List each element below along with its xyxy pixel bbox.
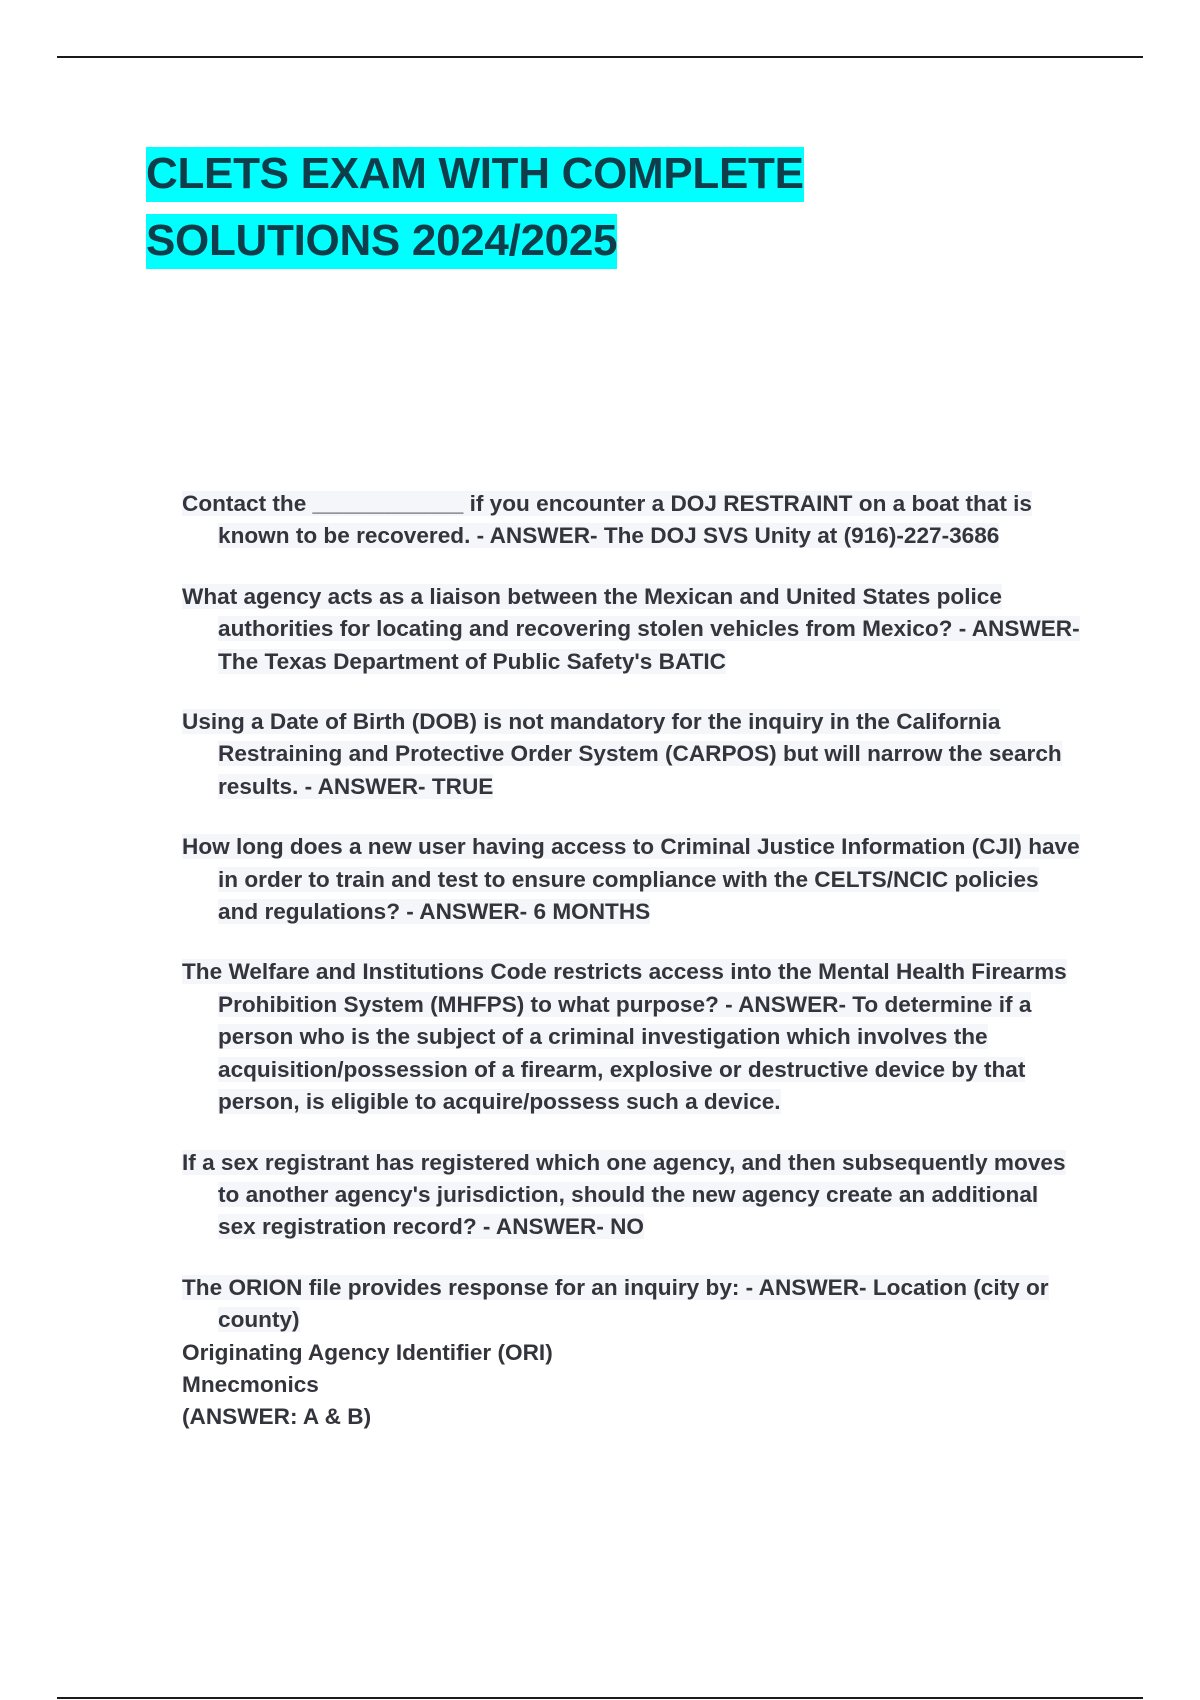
qa-text: How long does a new user having access to Criminal Justice Information (CJI) have in order to train and test to ensure compliance with the CELTS/NCIC policies and regulations? - ANSWER- 6 MONTHS: [182, 834, 1080, 925]
qa-text: What agency acts as a liaison between the Mexican and United States police authorities for locating and recovering stolen vehicles from Mexico? - ANSWER- The Texas Department of Public Safety's BATIC: [182, 583, 1080, 674]
qa-item-6: [182, 1147, 1082, 1244]
answer-option-ori: Originating Agency Identifier (ORI): [182, 1339, 553, 1365]
answer-note: (ANSWER: A & B): [182, 1404, 372, 1430]
qa-text: Using a Date of Birth (DOB) is not mandatory for the inquiry in the California Restraining and Protective Order System (CARPOS) but will narrow the search results. - ANSWER- TRUE: [182, 709, 1062, 799]
qa-item-2: [182, 581, 1082, 678]
qa-item-1: [182, 488, 1082, 553]
title-line-2: SOLUTIONS 2024/2025: [146, 214, 617, 269]
qa-item-7: [182, 1272, 1082, 1337]
qa-text: The ORION file provides response for an inquiry by: - ANSWER- Location (city or county): [182, 1274, 1049, 1333]
qa-item-4: [182, 831, 1082, 928]
top-rule: [57, 56, 1143, 58]
answer-option-mnemonics: Mnecmonics: [182, 1371, 319, 1397]
qa-list: [182, 488, 1082, 1434]
qa-item-3: [182, 706, 1082, 803]
qa-text: Contact the ____________ if you encounter a DOJ RESTRAINT on a boat that is known to be recovered. - ANSWER- The DOJ SVS Unity at (916)-227-3686: [182, 491, 1032, 549]
bottom-rule: [57, 1697, 1143, 1699]
qa-text: If a sex registrant has registered which one agency, and then subsequently moves to another agency's jurisdiction, should the new agency create an additional sex registration record? - ANSWER- NO: [182, 1149, 1066, 1240]
title-line-1: CLETS EXAM WITH COMPLETE: [146, 147, 804, 202]
qa-text: The Welfare and Institutions Code restricts access into the Mental Health Firearms Prohibition System (MHFPS) to what purpose? - ANSWER- To determine if a person who is the subject of a criminal investigation which involves the acquisition/possession of a firearm, explosive or destructive device by that person, is eligible to acquire/possess such a device.: [182, 959, 1067, 1115]
page-title: [146, 140, 1046, 274]
qa-item-5: [182, 956, 1082, 1118]
